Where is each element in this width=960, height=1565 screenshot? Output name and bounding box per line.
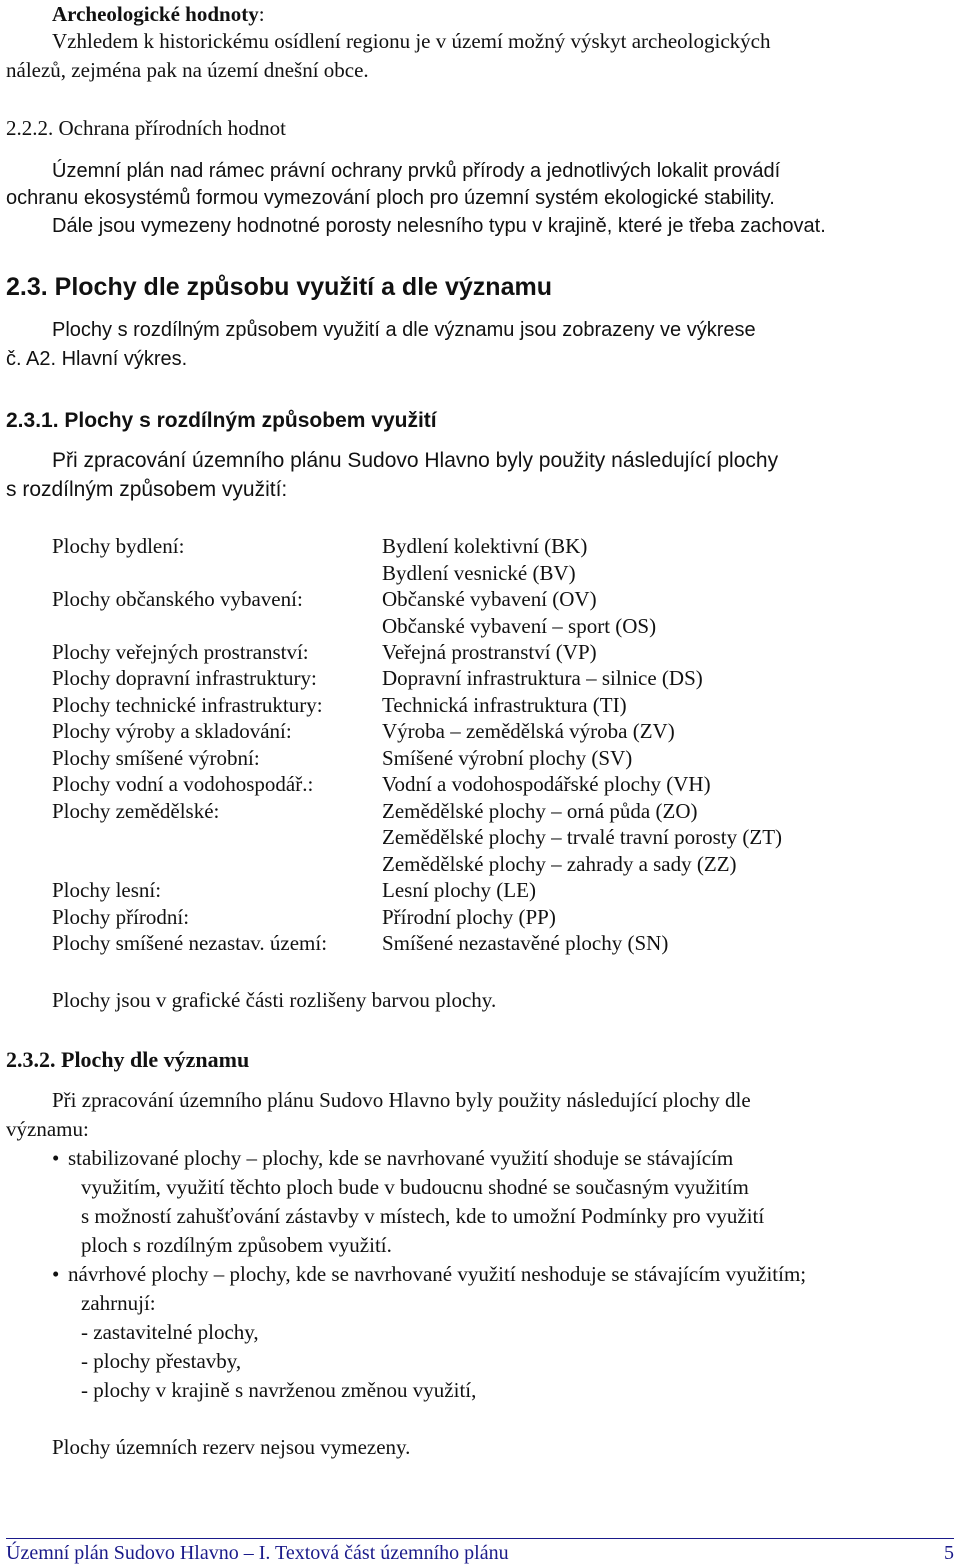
footer-title: Územní plán Sudovo Hlavno – I. Textová část územního plánu	[6, 1542, 509, 1564]
table-row	[52, 903, 932, 929]
table-row	[52, 585, 932, 611]
row-type: Vodní a vodohospodářské plochy (VH)	[382, 772, 711, 796]
section-2-3-2-heading: 2.3.2. Plochy dle významu	[6, 1047, 250, 1072]
row-category: Plochy lesní:	[52, 878, 162, 902]
bullet2-subitem: - plochy přestavby,	[81, 1349, 242, 1373]
table-row	[52, 612, 932, 638]
archeo-heading	[52, 0, 265, 29]
bullet-icon: •	[52, 1146, 60, 1170]
s222-p3: Dále jsou vymezeny hodnotné porosty nelesního typu v krajině, které je třeba zachovat.	[52, 215, 826, 237]
row-category: Plochy občanského vybavení:	[52, 587, 303, 611]
archeo-line1: Vzhledem k historickému osídlení regionu je v území možný výskyt archeologických	[52, 29, 771, 53]
row-category: Plochy smíšené výrobní:	[52, 746, 260, 770]
row-type: Občanské vybavení – sport (OS)	[382, 614, 657, 638]
row-type: Bydlení kolektivní (BK)	[382, 534, 588, 558]
s232-p2: významu:	[6, 1117, 89, 1141]
row-type: Zemědělské plochy – orná půda (ZO)	[382, 799, 698, 823]
table-row	[52, 850, 932, 876]
archeo-heading-colon: :	[258, 2, 265, 26]
bullet2-subitem: - zastavitelné plochy,	[81, 1320, 259, 1344]
row-type: Zemědělské plochy – trvalé travní porosty (ZT)	[382, 825, 783, 849]
table-row	[52, 823, 932, 849]
bullet1-line1: stabilizované plochy – plochy, kde se navrhované využití shoduje se stávajícím	[68, 1146, 734, 1170]
row-category: Plochy zemědělské:	[52, 799, 220, 823]
table-row	[52, 691, 932, 717]
row-type: Smíšené výrobní plochy (SV)	[382, 746, 633, 770]
row-type: Občanské vybavení (OV)	[382, 587, 597, 611]
row-type: Přírodní plochy (PP)	[382, 905, 556, 929]
bullet2-line2: zahrnují:	[81, 1291, 156, 1315]
table-row	[52, 797, 932, 823]
row-type: Lesní plochy (LE)	[382, 878, 536, 902]
table-row	[52, 664, 932, 690]
row-type: Smíšené nezastavěné plochy (SN)	[382, 931, 669, 955]
s231-note: Plochy jsou v grafické části rozlišeny barvou plochy.	[52, 988, 497, 1012]
s23-p2: č. A2. Hlavní výkres.	[6, 348, 188, 370]
bullet1-line3: s možností zahušťování zástavby v místech, kde to umožní Podmínky pro využití	[81, 1204, 765, 1228]
table-row	[52, 532, 932, 558]
row-category: Plochy výroby a skladování:	[52, 719, 292, 743]
bullet1-line4: ploch s rozdílným způsobem využití.	[81, 1233, 392, 1257]
section-2-3-heading: 2.3. Plochy dle způsobu využití a dle významu	[6, 273, 552, 301]
bullet1-line2: využitím, využití těchto ploch bude v budoucnu shodné se současným využitím	[81, 1175, 749, 1199]
bullet2-line1: návrhové plochy – plochy, kde se navrhované využití neshoduje se stávajícím využitím;	[68, 1262, 807, 1286]
bullet2-subitem: - plochy v krajině s navrženou změnou využití,	[81, 1378, 477, 1402]
row-category: Plochy veřejných prostranství:	[52, 640, 309, 664]
archeo-line2: nálezů, zejména pak na území dnešní obce.	[6, 58, 369, 82]
row-category: Plochy technické infrastruktury:	[52, 693, 323, 717]
table-row	[52, 770, 932, 796]
row-type: Dopravní infrastruktura – silnice (DS)	[382, 666, 703, 690]
table-row	[52, 929, 932, 955]
table-row	[52, 876, 932, 902]
row-type: Technická infrastruktura (TI)	[382, 693, 627, 717]
row-category: Plochy přírodní:	[52, 905, 190, 929]
row-category: Plochy bydlení:	[52, 534, 185, 558]
s222-p1: Územní plán nad rámec právní ochrany prvků přírody a jednotlivých lokalit provádí	[52, 160, 781, 182]
s23-p1: Plochy s rozdílným způsobem využití a dle významu jsou zobrazeny ve výkrese	[52, 319, 756, 341]
table-row	[52, 559, 932, 585]
table-row	[52, 717, 932, 743]
row-category: Plochy dopravní infrastruktury:	[52, 666, 317, 690]
section-2-2-2-heading: 2.2.2. Ochrana přírodních hodnot	[6, 116, 286, 140]
s232-final: Plochy územních rezerv nejsou vymezeny.	[52, 1435, 411, 1459]
row-type: Zemědělské plochy – zahrady a sady (ZZ)	[382, 852, 737, 876]
section-2-3-1-heading: 2.3.1. Plochy s rozdílným způsobem využití	[6, 409, 437, 432]
s231-p2: s rozdílným způsobem využití:	[6, 478, 288, 501]
row-type: Výroba – zemědělská výroba (ZV)	[382, 719, 675, 743]
row-type: Bydlení vesnické (BV)	[382, 561, 576, 585]
s222-p2: ochranu ekosystémů formou vymezování ploch pro územní systém ekologické stability.	[6, 187, 775, 209]
s231-p1: Při zpracování územního plánu Sudovo Hlavno byly použity následující plochy	[52, 449, 779, 472]
row-category: Plochy smíšené nezastav. území:	[52, 931, 328, 955]
page-number: 5	[944, 1542, 954, 1564]
page-footer	[6, 1538, 954, 1564]
bullet-icon: •	[52, 1262, 60, 1286]
table-row	[52, 638, 932, 664]
s232-p1: Při zpracování územního plánu Sudovo Hlavno byly použity následující plochy dle	[52, 1088, 751, 1112]
row-category: Plochy vodní a vodohospodář.:	[52, 772, 314, 796]
row-type: Veřejná prostranství (VP)	[382, 640, 597, 664]
archeo-heading-text: Archeologické hodnoty	[52, 2, 259, 26]
table-row	[52, 744, 932, 770]
